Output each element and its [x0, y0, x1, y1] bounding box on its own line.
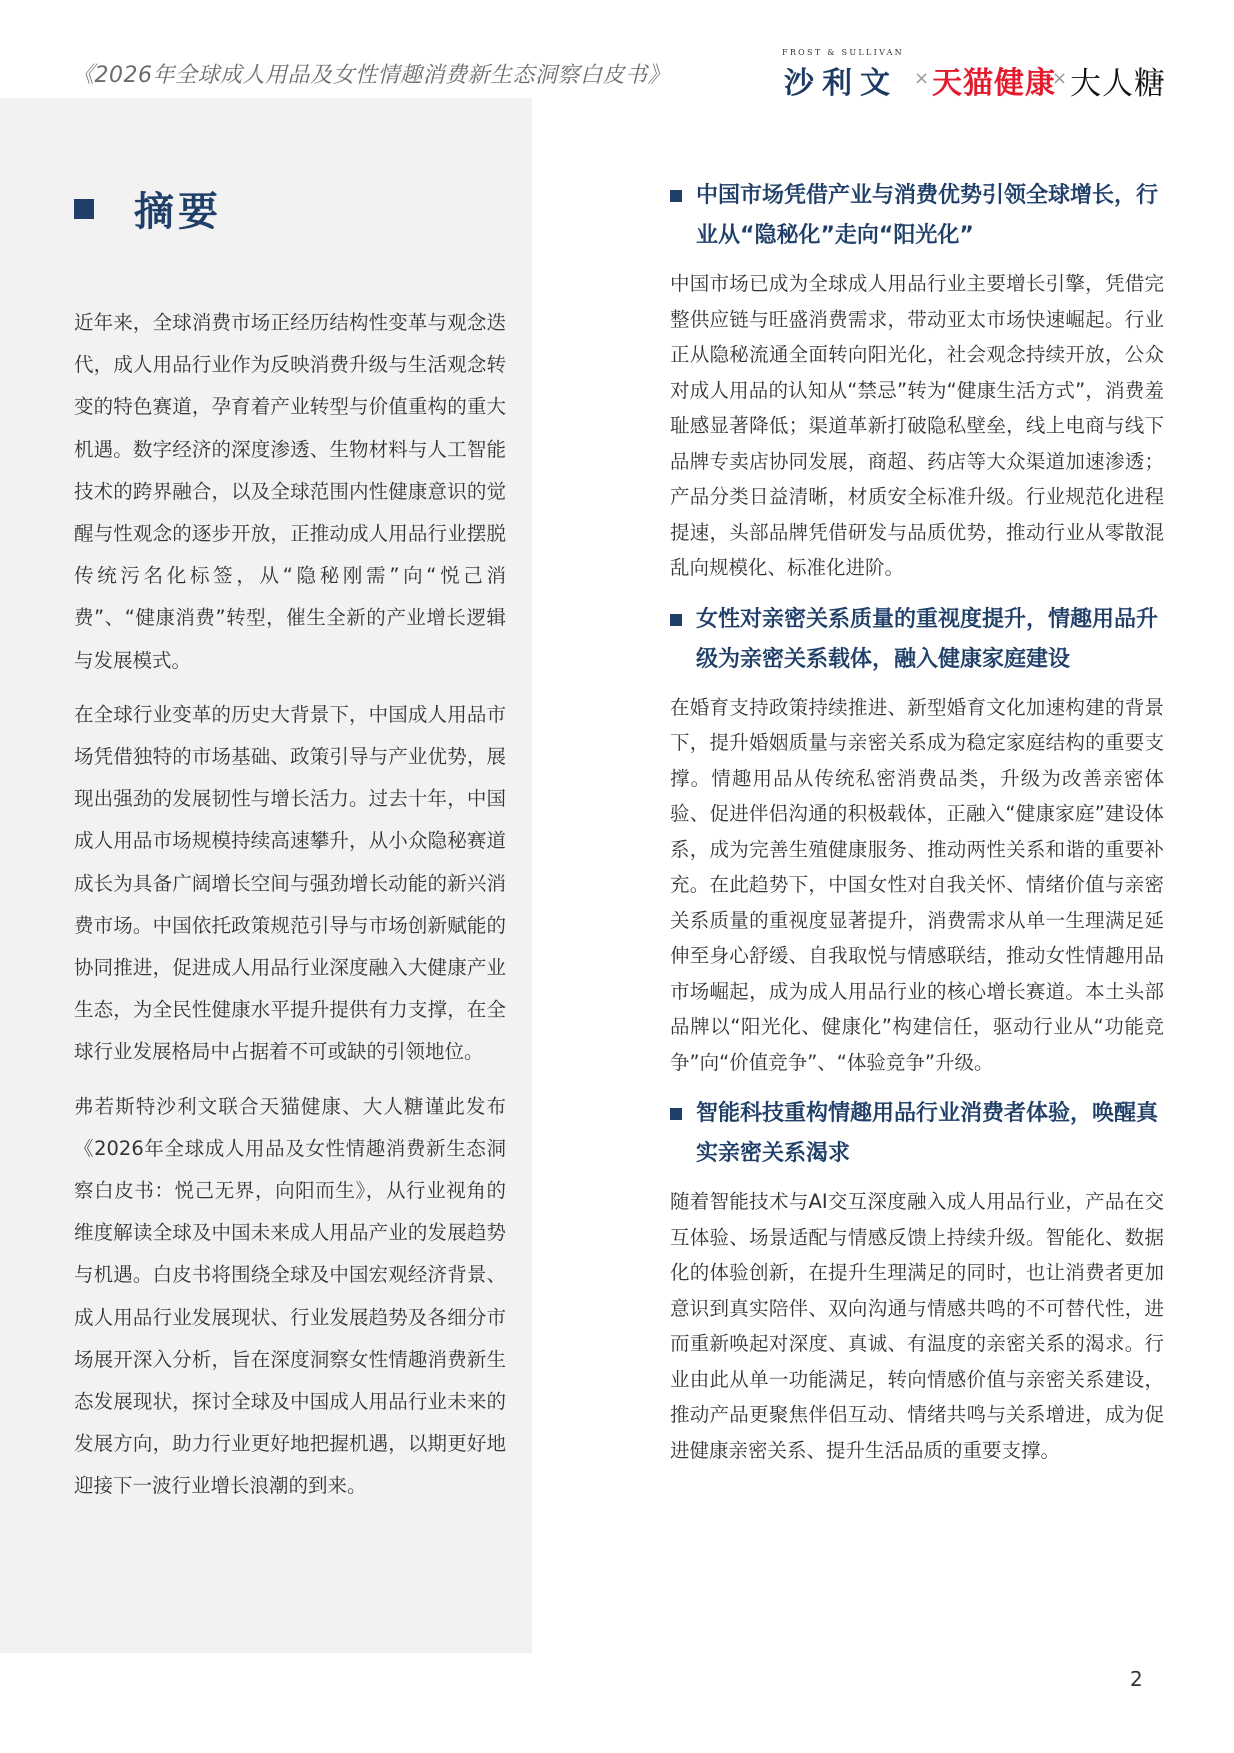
frost-sullivan-wordmark: FROST & SULLIVAN	[782, 48, 904, 57]
square-bullet-icon	[670, 614, 682, 626]
page-number: 2	[1130, 1667, 1143, 1691]
abstract-heading	[74, 180, 222, 237]
section-body: 随着智能技术与AI交互深度融入成人用品行业，产品在交互体验、场景适配与情感反馈上持续升级。智能化、数据化的体验创新，在提升生理满足的同时，也让消费者更加意识到真实陪伴、双向沟通与情感共鸣的不可替代性，进而重新唤起对深度、真诚、有温度的亲密关系的渴求。行业由此从单一功能满足，转向情感价值与亲密关系建设，推动产品更聚焦伴侣互动、情绪共鸣与关系增进，成为促进健康亲密关系、提升生活品质的重要支撑。	[670, 1190, 1164, 1462]
square-bullet-icon	[670, 1108, 682, 1120]
tmall-health-logo: 天猫健康	[932, 66, 1056, 101]
times-separator: ×	[1052, 68, 1068, 89]
times-separator: ×	[914, 68, 930, 89]
abstract-paragraph: 在全球行业变革的历史大背景下，中国成人用品市场凭借独特的市场基础、政策引导与产业优势，展现出强劲的发展韧性与增长活力。过去十年，中国成人用品市场规模持续高速攀升，从小众隐秘赛道成长为具备广阔增长空间与强劲增长动能的新兴消费市场。中国依托政策规范引导与市场创新赋能的协同推进，促进成人用品行业深度融入大健康产业生态，为全民性健康水平提升提供有力支撑，在全球行业发展格局中占据着不可或缺的引领地位。	[74, 702, 506, 1064]
section-body: 中国市场已成为全球成人用品行业主要增长引擎，凭借完整供应链与旺盛消费需求，带动亚太市场快速崛起。行业正从隐秘流通全面转向阳光化，社会观念持续开放，公众对成人用品的认知从“禁忌”转为“健康生活方式”，消费羞耻感显著降低；渠道革新打破隐私壁垒，线上电商与线下品牌专卖店协同发展，商超、药店等大众渠道加速渗透；产品分类日益清晰，材质安全标准升级。行业规范化进程提速，头部品牌凭借研发与品质优势，推动行业从零散混乱向规模化、标准化进阶。	[670, 272, 1164, 579]
section-heading-text: 智能科技重构情趣用品行业消费者体验，唤醒真实亲密关系渴求	[696, 1101, 1159, 1166]
partner-logos	[782, 44, 1180, 102]
square-bullet-icon	[670, 190, 682, 202]
shaliwen-logo: 沙利文	[784, 66, 898, 101]
darentang-logo: 大人糖	[1070, 66, 1166, 102]
section-heading	[670, 1094, 1164, 1174]
section-heading-text: 女性对亲密关系质量的重视度提升，情趣用品升级为亲密关系载体，融入健康家庭建设	[696, 606, 1159, 672]
section-body: 在婚育支持政策持续推进、新型婚育文化加速构建的背景下，提升婚姻质量与亲密关系成为稳定家庭结构的重要支撑。情趣用品从传统私密消费品类，升级为改善亲密体验、促进伴侣沟通的积极载体，正融入“健康家庭”建设体系，成为完善生殖健康服务、推动两性关系和谐的重要补充。在此趋势下，中国女性对自我关怀、情绪价值与亲密关系质量的重视度显著提升，消费需求从单一生理满足延伸至身心舒缓、自我取悦与情感联结，推动女性情趣用品市场崛起，成为成人用品行业的核心增长赛道。本土头部品牌以“阳光化、健康化”构建信任，驱动行业从“功能竞争”向“价值竞争”、“体验竞争”升级。	[670, 695, 1164, 1074]
abstract-paragraph: 近年来，全球消费市场正经历结构性变革与观念迭代，成人用品行业作为反映消费升级与生活观念转变的特色赛道，孕育着产业转型与价值重构的重大机遇。数字经济的深度渗透、生物材料与人工智能技术的跨界融合，以及全球范围内性健康意识的觉醒与性观念的逐步开放，正推动成人用品行业摆脱传统污名化标签，从“隐秘刚需”向“悦己消费”、“健康消费”转型，催生全新的产业增长逻辑与发展模式。	[74, 311, 506, 672]
section-heading-text: 中国市场凭借产业与消费优势引领全球增长，行业从“隐秘化”走向“阳光化”	[696, 183, 1159, 248]
abstract-paragraph: 弗若斯特沙利文联合天猫健康、大人糖谨此发布《2026年全球成人用品及女性情趣消费新生态洞察白皮书：悦己无界，向阳而生》，从行业视角的维度解读全球及中国未来成人用品产业的发展趋势与机遇。白皮书将围绕全球及中国宏观经济背景、成人用品行业发展现状、行业发展趋势及各细分市场展开深入分析，旨在深度洞察女性情趣消费新生态发展现状，探讨全球及中国成人用品行业未来的发展方向，助力行业更好地把握机遇，以期更好地迎接下一波行业增长浪潮的到来。	[74, 1094, 506, 1498]
abstract-body	[74, 302, 506, 1520]
square-bullet-icon	[74, 199, 94, 219]
abstract-title: 摘要	[134, 189, 222, 235]
section-heading	[670, 176, 1164, 256]
document-header-title: 《2026年全球成人用品及女性情趣消费新生态洞察白皮书》	[72, 63, 670, 88]
section-heading	[670, 600, 1164, 680]
key-findings-column	[670, 176, 1164, 1482]
